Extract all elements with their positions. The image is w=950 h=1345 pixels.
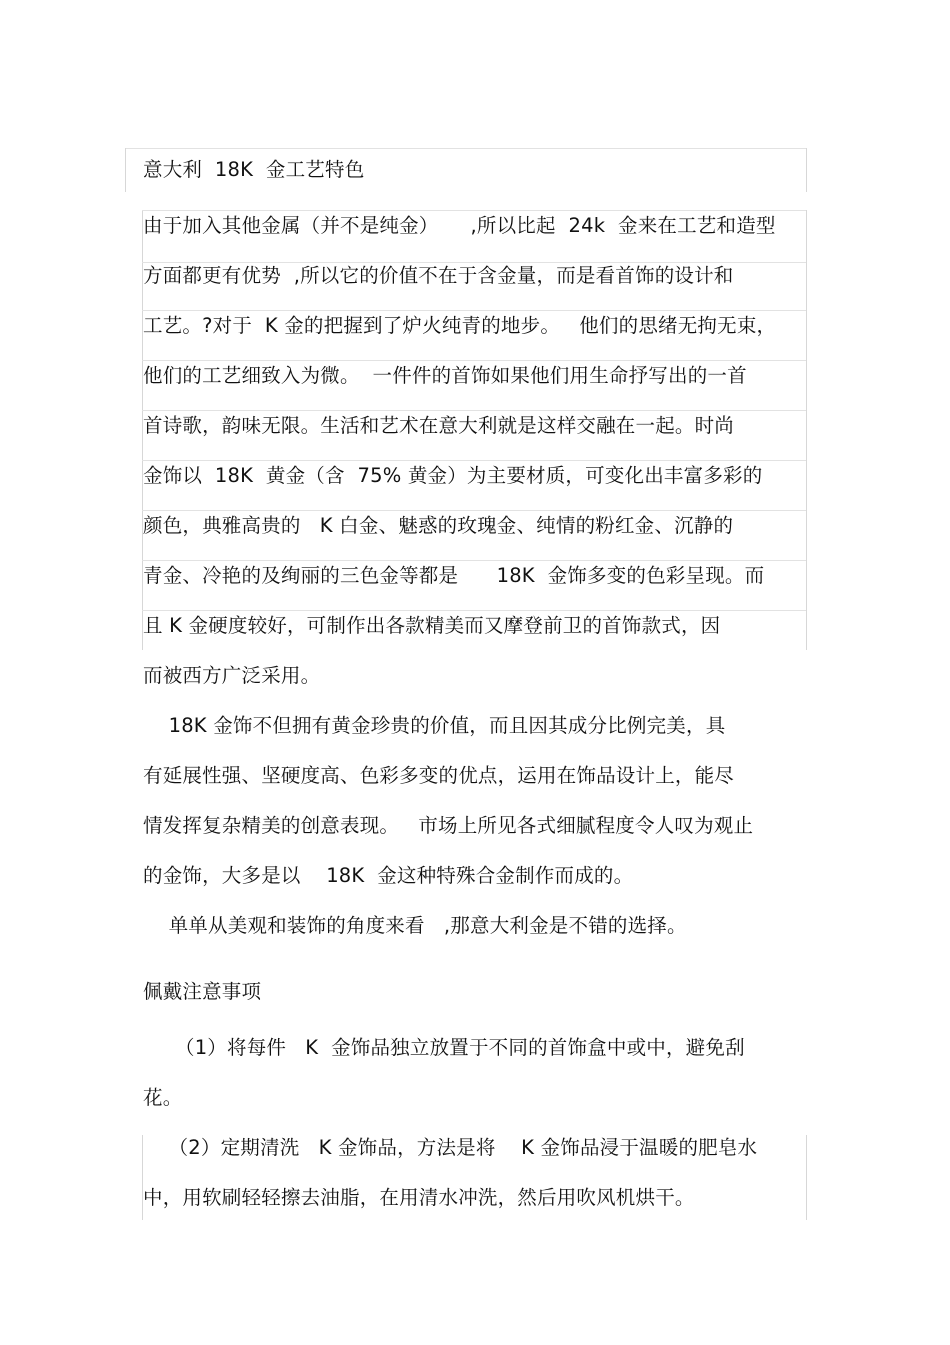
paragraph-line: 而被西方广泛采用。 xyxy=(143,664,321,687)
title-box-left xyxy=(125,148,126,192)
body-box-right xyxy=(806,210,807,650)
paragraph-line: 颜色，典雅高贵的 K 白金、魅惑的玫瑰金、纯情的粉红金、沉静的 xyxy=(143,514,734,537)
paragraph-line: 18K 金饰不但拥有黄金珍贵的价值，而且因其成分比例完美，具 xyxy=(143,714,726,737)
row-divider xyxy=(142,460,806,461)
tip-line: （1）将每件 K 金饰品独立放置于不同的首饰盒中或中，避免刮 xyxy=(143,1036,745,1059)
row-divider xyxy=(142,262,806,263)
paragraph-line: 他们的工艺细致入为微。 一件件的首饰如果他们用生命抒写出的一首 xyxy=(143,364,747,387)
page-title: 意大利 18K 金工艺特色 xyxy=(143,158,365,181)
paragraph-line: 有延展性强、坚硬度高、色彩多变的优点，运用在饰品设计上，能尽 xyxy=(143,764,735,787)
tip-line: 花。 xyxy=(143,1086,183,1109)
row-divider xyxy=(142,510,806,511)
section-heading: 佩戴注意事项 xyxy=(143,980,262,1003)
tips-box-right xyxy=(806,1135,807,1220)
tip-line: 中，用软刷轻轻擦去油脂，在用清水冲洗，然后用吹风机烘干。 xyxy=(143,1186,695,1209)
row-divider xyxy=(142,610,806,611)
paragraph-line: 且 K 金硬度较好，可制作出各款精美而又摩登前卫的首饰款式，因 xyxy=(143,614,721,637)
row-divider xyxy=(142,410,806,411)
row-divider xyxy=(142,310,806,311)
paragraph-line: 情发挥复杂精美的创意表现。 市场上所见各式细腻程度令人叹为观止 xyxy=(143,814,754,837)
row-divider xyxy=(142,210,806,211)
paragraph-line: 青金、冷艳的及绚丽的三色金等都是 18K 金饰多变的色彩呈现。而 xyxy=(143,564,765,587)
title-box-top xyxy=(125,148,807,149)
paragraph-line: 方面都更有优势 ,所以它的价值不在于含金量，而是看首饰的设计和 xyxy=(143,264,734,287)
paragraph-line: 金饰以 18K 黄金（含 75% 黄金）为主要材质，可变化出丰富多彩的 xyxy=(143,464,763,487)
title-box-right xyxy=(806,148,807,192)
row-divider xyxy=(142,360,806,361)
paragraph-line: 由于加入其他金属（并不是纯金） ,所以比起 24k 金来在工艺和造型 xyxy=(143,214,776,237)
paragraph-line: 单单从美观和装饰的角度来看 ,那意大利金是不错的选择。 xyxy=(143,914,687,937)
paragraph-line: 首诗歌，韵味无限。生活和艺术在意大利就是这样交融在一起。时尚 xyxy=(143,414,735,437)
row-divider xyxy=(142,560,806,561)
tip-line: （2）定期清洗 K 金饰品，方法是将 K 金饰品浸于温暖的肥皂水 xyxy=(143,1136,758,1159)
paragraph-line: 的金饰，大多是以 18K 金这种特殊合金制作而成的。 xyxy=(143,864,634,887)
paragraph-line: 工艺。?对于 K 金的把握到了炉火纯青的地步。 他们的思绪无拘无束， xyxy=(143,314,777,337)
